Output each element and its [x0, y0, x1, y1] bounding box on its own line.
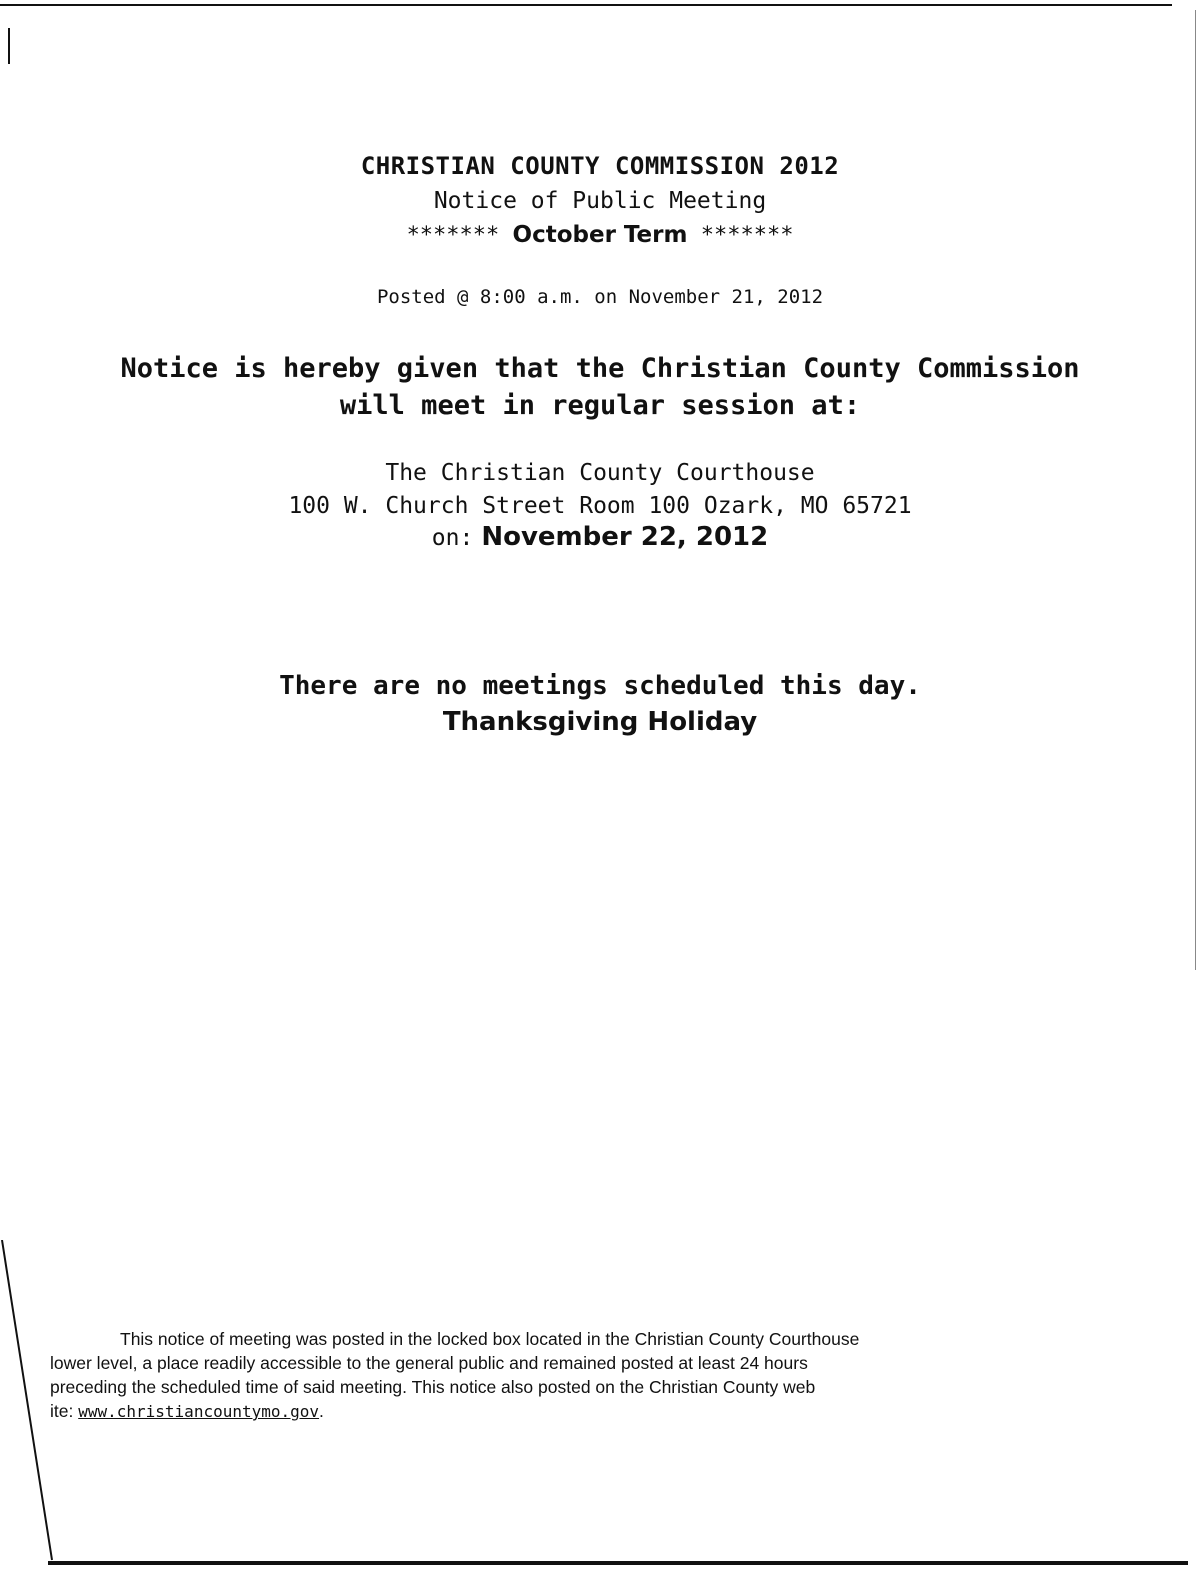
term-suffix: *******	[700, 223, 794, 248]
announcement	[0, 668, 1200, 740]
location-building: The Christian County Courthouse	[385, 460, 815, 486]
notice-statement	[0, 350, 1200, 424]
posted-timestamp: Posted @ 8:00 a.m. on November 21, 2012	[376, 286, 824, 308]
holiday-name: Thanksgiving Holiday	[442, 707, 758, 737]
posting-footer	[50, 1327, 1150, 1424]
scan-left-mark	[8, 28, 10, 64]
footer-line-1: This notice of meeting was posted in the locked box located in the Christian County Courthouse	[120, 1329, 860, 1349]
date-on-label: on:	[431, 525, 474, 551]
meeting-location	[0, 457, 1200, 523]
footer-line-4-prefix: ite:	[50, 1401, 79, 1421]
notice-line-1: Notice is hereby given that the Christian County Commission	[120, 353, 1080, 384]
footer-line-3: preceding the scheduled time of said meeting. This notice also posted on the Christian County web	[50, 1377, 816, 1397]
term-prefix: *******	[406, 223, 500, 248]
notice-line-2: will meet in regular session at:	[339, 390, 861, 421]
term-name: October Term	[512, 222, 688, 248]
meeting-date: November 22, 2012	[481, 522, 769, 552]
scan-bottom-border	[48, 1561, 1188, 1565]
footer-line-2: lower level, a place readily accessible to the general public and remained posted at least 24 hours	[50, 1353, 808, 1373]
document-subtitle: Notice of Public Meeting	[433, 188, 767, 214]
footer-line-4-suffix: .	[319, 1401, 324, 1421]
meeting-date-line	[0, 522, 1200, 552]
term-line	[0, 222, 1200, 248]
announcement-line-1: There are no meetings scheduled this day.	[279, 671, 921, 701]
scan-top-border	[0, 4, 1172, 6]
footer-line-4	[50, 1399, 1150, 1424]
website-link[interactable]: www.christiancountymo.gov	[78, 1402, 320, 1421]
document-title: CHRISTIAN COUNTY COMMISSION 2012	[360, 152, 840, 180]
location-address: 100 W. Church Street Room 100 Ozark, MO 65721	[288, 493, 912, 519]
